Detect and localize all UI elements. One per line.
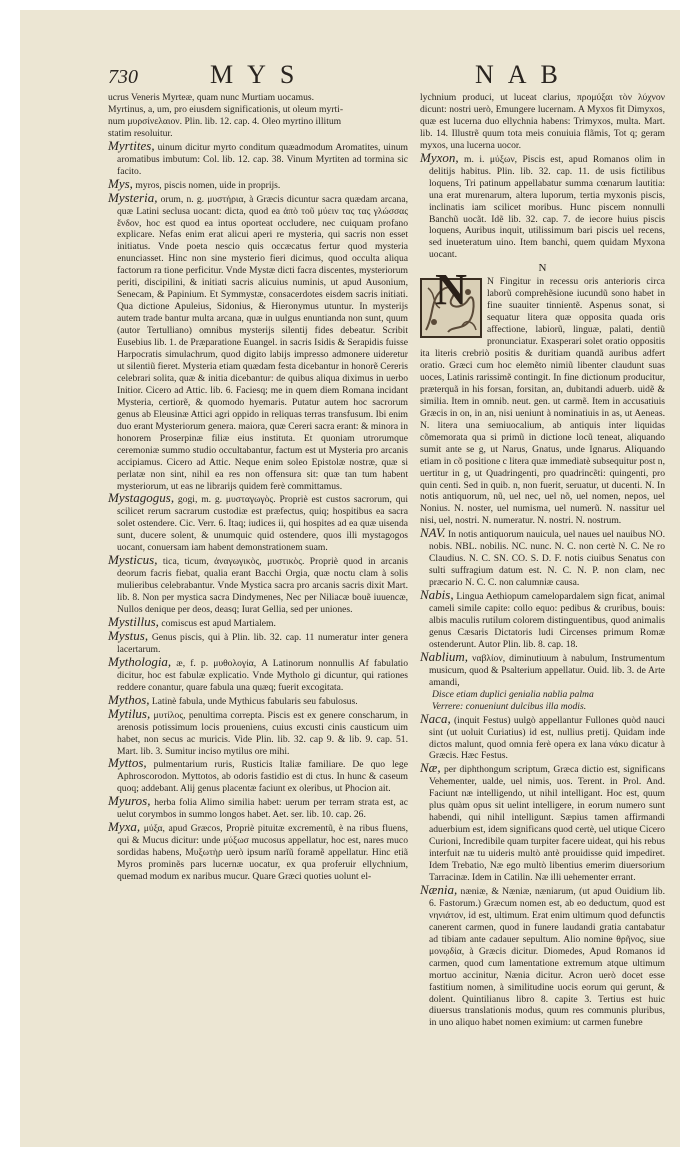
entry-text: uinum dicitur myrto conditum quæadmodum Aromatites, uinum aromatibus imbutum: Col. lib. 12. cap. 38. Vinum Myrtiten ad tormina sic facito.	[117, 141, 408, 177]
text-line	[108, 92, 408, 104]
entry-text: gogi, m. g. μυσταγωγὸς. Propriè est custos sacrorum, qui scilicet rerum sacrarum custodiæ est præfectus, quiq; hospitibus ea sacra solet ostendere. Cic. Verr. 6. Itaq; iudices ii, qui hospites ad ea quæ uisenda sunt, ducere solent, & unumquic quid ostendere, quos illi mystagogos uocant, conuersam iam habent demonstrationem suam.	[117, 494, 408, 554]
entry-text: Genus piscis, qui à Plin. lib. 32. cap. 11 numeratur inter genera lacertarum.	[117, 631, 408, 655]
text-line	[108, 116, 408, 128]
left-column	[108, 92, 408, 883]
dictionary-entry	[108, 691, 408, 708]
entry-text: pulmentarium ruris, Rusticis Italiæ familiare. De quo lege Aphroscorodon. Myttotos, ab odoris fastidio est di ctus. In hunc & caseum quoq; addebant. Alij genus placentæ faciunt ex oleribus, ut Phocion ait.	[117, 759, 408, 795]
dictionary-entry	[420, 648, 665, 689]
entry-headword: Nænia,	[420, 881, 458, 897]
entry-headword: Mysticus,	[108, 552, 158, 568]
entry-text: Lingua Aethiopum camelopardalem sign ficat, animal cameli simile capite: collo equo: pedibus & cruribus, bouis: albis maculis rutilum colorem distinguentibus, quod animalis genus Cæsaris Dictatoris ludi Circenses primum Romæ ostenderunt. Autor Plin. lib. 8. cap. 18.	[429, 591, 665, 650]
entry-text: lychnium produci, ut luceat clarius, προμύξαι τὸν λύχνον dicunt: nostri uerò, Emungere lucernam. A Myxos fit Dimyxos, quæ est lucerna duo ellychnia habens: Trimyxos, multa. Mart. lib. 14. Illustrẽ quum tota meis conuiuia flãmis, Tot q; geram myxos, una lucerna uocor.	[420, 92, 665, 151]
entry-text: num μυρσίνελαιον. Plin. lib. 12. cap. 4. Oleo myrtino illitum	[108, 115, 342, 127]
text-line	[420, 689, 665, 701]
entry-text: Myrtinus, a, um, pro eiusdem significationis, ut oleum myrti-	[108, 103, 344, 115]
entry-text: ucrus Veneris Myrteæ, quam nunc Murtiam uocamus.	[108, 92, 315, 103]
drop-cap-letter: N	[435, 265, 467, 315]
entry-headword: Naca,	[420, 710, 451, 726]
entry-headword: Mythologia,	[108, 653, 172, 669]
entry-headword: Nablium,	[420, 648, 469, 664]
ornamental-drop-cap	[420, 265, 482, 338]
entry-text: herba folia Alimo similia habet: uerum per terram strata est, ac uelut corymbos in summo longos habet. Aet. ser. lib. 10. cap. 26.	[117, 797, 408, 821]
entry-text: orum, n. g. μυστήρια, à Græcis dicuntur sacra quædam arcana, quæ Latini seclusa uocant: dicta, quod ea ἀπὸ τοῦ μύειν τας τας γλώσσας ἔνδον, hoc est quod ea intus oporteat occludere, nec cuiquam profano explicare. Nefas enim erat alicui aperi re mysteria, qui sacris non esset initiatus. Vnde poeta nescio quis occæcatus fertur quod mysteria enunciasset. Hinc non sine mysterio fieri dicimus, quod occulta aliqua factorum ra tione perficitur. Vnde Mystæ dicti facra discentes, mysteriorum periti, discipilini, & initiati sacris alicuius numinis, ut apud Ausonium, Senecam, & Papinium. Et Symmystæ, consacerdotes eisdem sacris initiati. Qua dictione Apuleius, Sidonius, & Hieronymus utuntur. In mysterijs autem trade bantur multa arcana, quæ in uulgus enuntianda non sunt, quum (autor Tertulliano) omnibus mysterijs silentij fides debeatur. Scribit Eusebius lib. 1. de Præparatione Euangel. in sacris Isidis & Serapidis fuisse Harpocratis simulachrum, quod digito labijs impresso admonere uideretur ut silentiũ fieret. Mysteria etiam quædam festa dicebantur in honorẽ Cereris celebrari solita, quæ & initia dicebantur: de quibus aliqua diximus in uerbo Initior. Cicero ad Attic. lib. 6. Faciesq; me in quem diem Romana incidant Mysteria, certiorẽ, & quomodo hyemaris. Putatur autem hoc sacrorum genus ab Eleusinæ Attici agri oppido in reliquas terras transfusum. Ibi enim duo erant Mysteriorum genera. maiora, quæ Cereri sacra erant: & minora in honorem Proserpinæ filiæ eius instituta. Et quoniam utrorumque ceremoniæ summo studio occultabantur, factum est ut Mysteria pro arcanis accipiamus. Cicero ad Attic. Neque enim soleo Epistolæ nostræ, quæ si perlatæ non sint, nihil ea res non offensura sit: quæ tan tum habent mysteriorum, ut eas ne librarijs quidem ferè committamus.	[117, 193, 408, 492]
entry-headword: Myuros,	[108, 793, 151, 809]
entry-headword: Mys,	[108, 175, 133, 191]
entry-headword: NAV.	[420, 525, 446, 541]
entry-text: (inquit Festus) uulgò appellantur Fullones quòd nauci sint (ut uoluit Curiatius) id est, nullius pretij. Quidam inde dictos malunt, quod omnia ferè opera ex lana νάκυ dicatur à Græcis. Hæc Festus.	[429, 714, 665, 762]
entry-headword: Myxa,	[108, 819, 141, 835]
dictionary-entry	[108, 653, 408, 694]
dictionary-entry	[108, 795, 408, 821]
entry-text: N Fingitur in recessu oris anterioris circa laborũ comprehẽsione iucundũ sono habet in fine suauiter tinnientẽ. Aspenus sonat, si sequatur litera quæ opposita quada oris affectione, labiorũ, linguæ, palati, dentiũ pronunciatur. Exasperari solet oratio oppositis ita literis crebriò positis & duritiam quandã auribus adfert oratio. Græci cum hoc elemẽto nimiũ libenter claudunt suas uoces, Latinis rarissimẽ contingit. In fine dictionum producitur, præterquã in his forsan, forsitan, an, dubitandi aduerb. uidẽ & similia. Item in omnib. neut. gen. ut carmẽ. Item in accusatiuis Græcis in on, in an, nisi ueniunt à nominatiuis in as, ut Aeneas. N. litera una semiuocalium, ab antiquis inter liquidas cõmemorata qua si primũ in dictione locũ teneat, aliquando sumit ante se g, ut Narus, Gnatus, unde Ignarus. Aliquando etiam in cõ positione c litera quæ immediatè subsequitur post n, uertitur in g, ut Quadringenti, pro quadrincẽti: quingenti, pro quin centi. Sed in quib. n, non fuerit, seruatur, ut ducenti. N. In notis antiquorum, nũ, uel nec, uel nõ, uel nomen, nepos, uel Nonius. N. noster, uel numisma, uel numerũ. N. nassitur uel nisi, uel, nostri. N. numeratur. N. nostri. N. nostrum.	[420, 276, 665, 527]
entry-text: næniæ, & Næniæ, næniarum, (ut apud Ouidium lib. 6. Fastorum.) Græcum nomen est, ab eo deductum, quod est νηνιάτον, id est, ultimum. Erat enim ultimum quod defunctis canerent carmen, quod in funere laudandi gratia cantabatur ad tibiam ante cadauer sepultum. Alio nomine θρῆνος, siue μονῳδία, à Græcis dicitur. Diomedes, Apud Romanos id carmen, quod cum lamentatione extremum atque ultimum mortuo accinitur, Nænia dicitur. Acron uerò docet esse fastitium nomen, à similitudine uocis eorum qui gerunt, & dolent. Quintilianus libro 8. capite 3. Tertius est huic diuersus translationis modus, quum res communis pluribus, in uno aliquo habet nomen eximium: ut carmen funebre	[429, 885, 665, 1029]
entry-headword: Mythos,	[108, 691, 150, 707]
entry-text: μύξα, apud Græcos, Propriè pituitæ excrementũ, è na ribus fluens, qui & Mucus dicitur: unde μύξωσ mucosus appellatur, hoc est, nares muco sordidas habens, Μυξωτὴρ uerò ipsum narĭũ foramẽ appellatur. Hinc etiã Myros prominẽs pars lucernæ uocatur, ex qua proferuir ellychnium, quemad modum ex naribus mucur. Quare Græci quoties uolunt el-	[117, 823, 408, 883]
entry-headword: Mystagogus,	[108, 490, 175, 506]
dictionary-entry	[420, 149, 665, 262]
entry-headword: Mytilus,	[108, 705, 151, 721]
entry-headword: Myttos,	[108, 755, 147, 771]
running-head-right: NAB	[475, 60, 572, 89]
dictionary-entry	[108, 189, 408, 493]
entry-text: In notis antiquorum nauicula, uel naues uel nauibus NO. nobis. NBL. nobilis. NC. nunc. N. C. non certè N. C. Ne ro Claudius. N. C. SN. CO. S. D. F. notis ciuibus Senatus con sulti suffragium datum est. N. C. N. P. non clam, nec præcario N. C. C. non calumniæ causa.	[429, 529, 665, 589]
dictionary-entry	[420, 710, 665, 763]
right-column-body	[420, 265, 665, 1029]
entry-text: ναβλίον, diminutiuum à nabulum, Instrumentum musicum, quod & Psalterium appellatur. Ouid. lib. 3. de Arte amandi,	[429, 652, 665, 688]
dictionary-entry	[108, 821, 408, 883]
text-line	[420, 92, 665, 152]
dictionary-entry	[108, 492, 408, 554]
entry-text: μυτίλος, penultima correpta. Piscis est ex genere conscharum, in arenosis potissimum locis prouenìens, cuius excusti cinis causticum uim habet, non secus ac muricis. Vide Plin. lib. 32. cap 9. & lib. 9. cap. 51. Mart. lib. 3. Sumitur inciso mytilus ore mihi.	[117, 709, 408, 757]
entry-headword: Næ,	[420, 760, 441, 776]
entry-text: comiscus est apud Martialem.	[158, 617, 276, 629]
entry-text: myros, piscis nomen, uide in proprijs.	[132, 179, 281, 191]
dictionary-entry	[420, 589, 665, 651]
entry-text: Latinè fabula, unde Mythicus fabularis seu fabulosus.	[149, 695, 358, 707]
entry-text: statim resoluitur.	[108, 127, 173, 139]
dictionary-entry	[420, 881, 665, 1029]
page-number: 730	[108, 66, 138, 88]
entry-headword: Mystus,	[108, 627, 149, 643]
dictionary-entry	[108, 705, 408, 758]
entry-headword: Myxon,	[420, 149, 459, 165]
entry-text: Verrere: conueniunt dulcibus illa modis.	[432, 700, 587, 712]
entry-text: tica, ticum, ἀναγωγικὸς, μυστικὸς. Propriè quod in arcanis deorum facris fiebat, qualia erant Bacchi Orgia, quæ noctu clam à solis mulieribus celebrabantur. Vnde Mystica sacra pro arcanis sacris dixit Mart. lib. 8. Non per mystica sacra Dindymenes, Nec per Niliacæ bouẽ iuuencæ, Nullos denique per deos, deasq; Iurat Gellia, sed per uniones.	[117, 556, 408, 616]
text-line	[108, 104, 408, 116]
entry-text: per diphthongum scriptum, Græca dictio est, significans Vehementer, ualde, uel nimis, uos. Terent. in Prol. And. Faciunt næ intelligendo, ut nihil intelligant. Hoc est, quum plus quàm opus sit uelint intelligere, in eorum numero sunt habendi, qui nihil intelligunt. Sæpius tamen affirmandi aduerbium est, idem significans quod certè, uel utique Cicero Curioni, Incredibile quam turpiter facere uideat, qui his rebus interfuit næ tu uideris multò antè prouidisse quid impediret. Idem Trebatio, Næ ego multò libentius emerim diuersorium Tarracinæ. Idem in Catilin. Næ illi uehementer errant.	[429, 764, 665, 883]
right-column	[420, 92, 665, 1029]
entry-text: Disce etiam duplici genialia nablia palma	[432, 688, 594, 700]
book-page	[20, 10, 680, 1147]
dictionary-entry	[108, 757, 408, 795]
entry-text: æ, f. p. μυθολογία, A Latinorum nonnullis Af fabulatio dicitur, hoc est fabulæ explicatio. Vnde Mytholo gi dicuntur, qui rationes reddere conantur, quare fabula una quæq; fuerit excogitata.	[117, 657, 408, 693]
entry-headword: Myrtites,	[108, 137, 155, 153]
dictionary-entry	[420, 762, 665, 884]
running-head-left: MYS	[210, 60, 309, 89]
text-line	[420, 701, 665, 713]
entry-headword: Mystillus,	[108, 613, 159, 629]
entry-headword: Nabis,	[420, 587, 454, 603]
entry-text: m. i. μύξων, Piscis est, apud Romanos olim in delitijs habitus. Plin. lib. 32. cap. 11. de usis fictilibus loquens, Tri patinum appellabatur summa cœnarum lautitia: una erat murenarum, altera luporum, tertia myxonis piscis, inclinatis iam scilicet moribus. Hunc piscem nonnulli Banchũ uocãt. Idẽ lib. 32. cap. 7. de iecore huius piscis loquens, Auribus inquit, utilissimum bari piscis uel recens, sed inueteratum uino. Item banchi, quem quidam Myxona uocant.	[429, 153, 665, 261]
dictionary-entry	[108, 554, 408, 616]
entry-headword: Mysteria,	[108, 189, 158, 205]
dictionary-entry	[420, 527, 665, 589]
dictionary-entry	[108, 613, 408, 630]
dictionary-entry	[108, 137, 408, 178]
right-column-top	[420, 92, 665, 261]
section-letter: N	[538, 262, 547, 275]
dictionary-entry	[108, 627, 408, 656]
